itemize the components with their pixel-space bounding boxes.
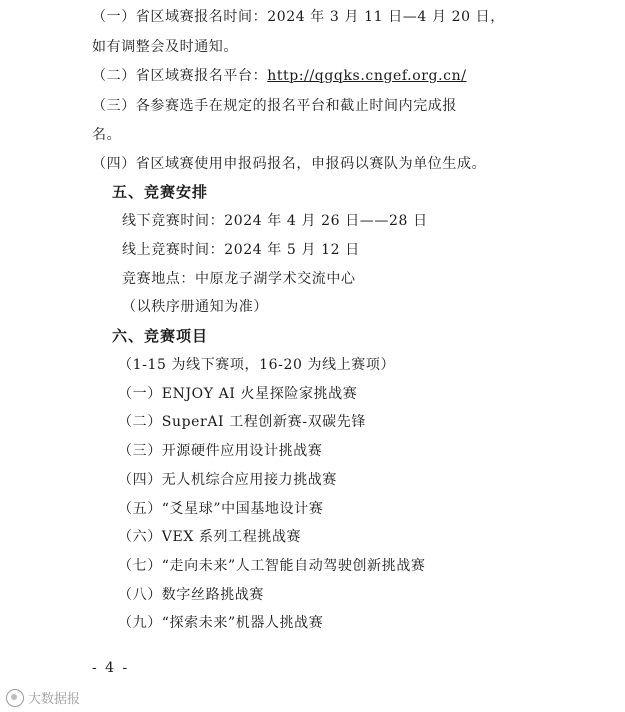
text-line: （三）各参赛选手在规定的报名平台和截止时间内完成报 xyxy=(92,98,457,114)
registration-url-link[interactable]: http://qgqks.cngef.org.cn/ xyxy=(267,68,467,84)
list-item: （九）“探索未来”机器人挑战赛 xyxy=(118,615,324,631)
list-item: （三）开源硬件应用设计挑战赛 xyxy=(118,443,323,459)
watermark-text: 大数据报 xyxy=(28,692,81,707)
watermark-logo-icon xyxy=(6,689,24,707)
page-number: - 4 - xyxy=(92,660,130,676)
list-item: （六）VEX 系列工程挑战赛 xyxy=(118,529,302,545)
text-line: 线上竞赛时间：2024 年 5 月 12 日 xyxy=(122,242,360,258)
text-line: 线下竞赛时间：2024 年 4 月 26 日——28 日 xyxy=(122,213,428,229)
list-item: （五）“爻星球”中国基地设计赛 xyxy=(118,501,324,517)
text-line-label: （二）省区域赛报名平台： xyxy=(92,68,268,84)
list-item: （二）SuperAI 工程创新赛-双碳先锋 xyxy=(118,414,366,430)
text-line: （1-15 为线下赛项，16-20 为线上赛项） xyxy=(118,357,396,373)
list-item: （八）数字丝路挑战赛 xyxy=(118,587,264,603)
text-line: （一）省区域赛报名时间：2024 年 3 月 11 日—4 月 20 日， xyxy=(92,9,505,25)
section-heading: 六、竞赛项目 xyxy=(112,327,209,345)
watermark xyxy=(6,688,80,707)
list-item: （七）“走向未来”人工智能自动驾驶创新挑战赛 xyxy=(118,558,426,574)
text-line: 竞赛地点：中原龙子湖学术交流中心 xyxy=(122,271,356,287)
list-item: （一）ENJOY AI 火星探险家挑战赛 xyxy=(118,386,358,402)
section-heading: 五、竞赛安排 xyxy=(112,183,209,201)
text-line: 如有调整会及时通知。 xyxy=(92,39,238,55)
text-line xyxy=(92,67,467,85)
text-line: （四）省区域赛使用申报码报名，申报码以赛队为单位生成。 xyxy=(92,156,487,172)
list-item: （四）无人机综合应用接力挑战赛 xyxy=(118,472,337,488)
text-line: （以秩序册通知为准） xyxy=(122,299,268,315)
text-line: 名。 xyxy=(92,127,122,143)
